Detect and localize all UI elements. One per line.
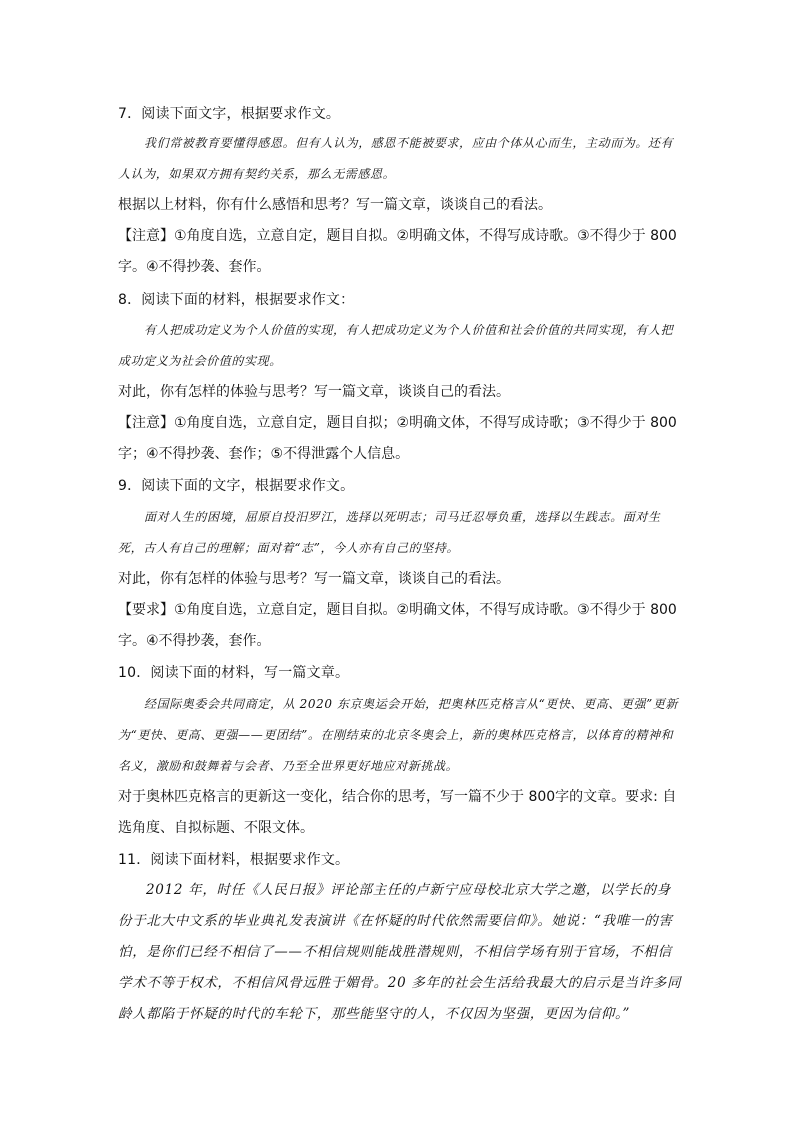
question-9-material: 面对人生的困境，屈原自投汨罗江，选择以死明志；司马迁忍辱负重，选择以生践志。面对生死，古人有自己的理解；面对着“志”，今人亦有自己的坚持。 [118,510,661,555]
question-8-material: 有人把成功定义为个人价值的实现，有人把成功定义为个人价值和社会价值的共同实现，有人把成功定义为社会价值的实现。 [118,323,674,368]
question-7-material: 我们常被教育要懂得感恩。但有人认为，感恩不能被要求，应由个体从心而生，主动而为。还有人认为，如果双方拥有契约关系，那么无需感恩。 [118,136,674,181]
question-10-material: 经国际奥委会共同商定，从 2020 东京奥运会开始，把奥林匹克格言从“更快、更高、更强”更新为“更快、更高、更强——更团结”。在刚结束的北京冬奥会上，新的奥林匹克格言，以体育的精神和名义，激励和鼓舞着与会者、乃至全世界更好地应对新挑战。 [118,697,679,773]
question-7-note: 【注意】①角度自选，立意自定，题目自拟。②明确文体，不得写成诗歌。③不得少于 800字。④不得抄袭、套作。 [118,228,677,275]
question-7-prompt: 根据以上材料，你有什么感悟和思考？写一篇文章，谈谈自己的看法。 [118,197,552,213]
question-10-prompt: 对于奥林匹克格言的更新这一变化，结合你的思考，写一篇不少于 800字的文章。要求: 自选角度、自拟标题、不限文体。 [118,789,677,836]
question-11-material: 2012 年，时任《人民日报》评论部主任的卢新宁应母校北京大学之邀，以学长的身份于北大中文系的毕业典礼发表演讲《在怀疑的时代依然需要信仰》。她说：“我唯一的害怕，是你们已经不相信了——不相信规则能战胜潜规则，不相信学场有别于官场，不相信学术不等于权术，不相信风骨远胜于媚骨。20 多年的社会生活给我最大的启示是当许多同龄人都陷于怀疑的时代的车轮下，那些能坚守的人，不仅因为坚强，更因为信仰。” [118,882,682,1022]
question-8-title: 8．阅读下面的材料，根据要求作文： [118,292,355,308]
question-10-title: 10．阅读下面的材料，写一篇文章。 [118,665,350,681]
question-9-note: 【要求】①角度自选，立意自定，题目自拟。②明确文体，不得写成诗歌。③不得少于 800字。④不得抄袭，套作。 [118,602,677,649]
question-9-prompt: 对此，你有怎样的体验与思考？写一篇文章，谈谈自己的看法。 [118,571,510,587]
question-7-title: 7．阅读下面文字，根据要求作文。 [118,106,341,122]
question-8-prompt: 对此，你有怎样的体验与思考？写一篇文章，谈谈自己的看法。 [118,384,510,400]
question-11-title: 11．阅读下面材料，根据要求作文。 [118,852,350,868]
question-9-title: 9．阅读下面的文字，根据要求作文。 [118,478,355,494]
question-8-note: 【注意】①角度自选，立意自定，题目自拟；②明确文体，不得写成诗歌；③不得少于 800字；④不得抄袭、套作；⑤不得泄露个人信息。 [118,415,677,462]
